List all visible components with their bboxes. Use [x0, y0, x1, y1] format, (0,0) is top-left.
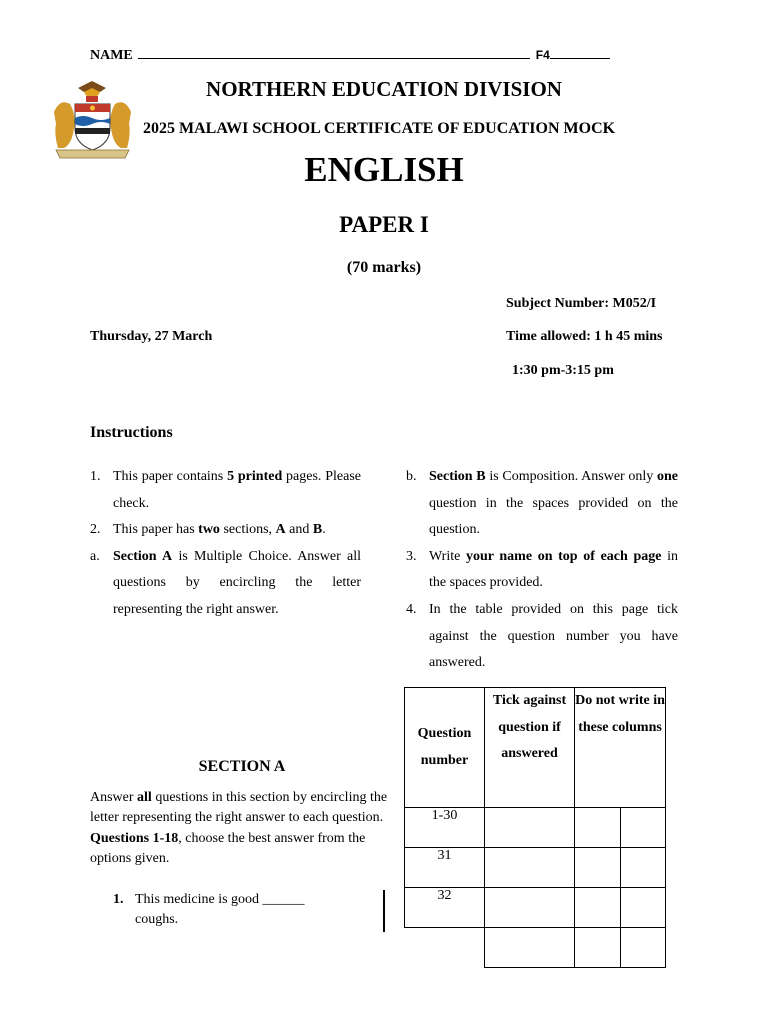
exam-title: 2025 MALAWI SCHOOL CERTIFICATE OF EDUCATION MOCK: [143, 120, 616, 137]
instruction-text: Write: [429, 548, 466, 564]
exam-date: Thursday, 27 March: [90, 329, 213, 344]
instruction-number: b.: [406, 469, 417, 484]
section-a-heading: SECTION A: [198, 758, 286, 775]
tick-cell[interactable]: [485, 808, 575, 848]
instruction-text: is Composition. Answer only: [485, 469, 657, 484]
instruction-text: sections,: [219, 522, 276, 538]
question-number-cell: 1-30: [405, 808, 485, 848]
instruction-text: in the spaces provided.: [429, 548, 678, 591]
section-a-intro-emphasis: all: [137, 790, 152, 805]
division-title: NORTHERN EDUCATION DIVISION: [206, 77, 562, 101]
section-a-intro: [90, 788, 390, 829]
name-label: NAME: [90, 48, 133, 63]
instruction-text: This paper has: [113, 522, 199, 538]
subject-title: ENGLISH: [304, 150, 464, 189]
question-text: This medicine is good ______: [135, 892, 305, 907]
form-label: F4: [535, 48, 550, 62]
instruction-emphasis: Section B: [429, 469, 486, 484]
instruction-number: 1.: [90, 469, 101, 484]
total-marks: (70 marks): [346, 259, 422, 276]
instruction-text: and: [285, 522, 313, 538]
table-row: [405, 888, 666, 928]
question-text-continued: coughs.: [135, 912, 179, 928]
column-divider: [383, 890, 385, 932]
subject-number: Subject Number: M052/I: [506, 296, 657, 311]
instruction-item: [406, 544, 678, 597]
question-number-cell: 31: [405, 848, 485, 888]
instruction-text: question in the spaces provided on the question.: [429, 495, 678, 538]
instructions-heading: Instructions: [90, 424, 173, 441]
question-number-cell: 32: [405, 888, 485, 928]
paper-title: PAPER I: [339, 212, 429, 237]
examiner-cell: [575, 888, 621, 928]
examiner-cell: [575, 848, 621, 888]
examiner-cell: [621, 928, 666, 968]
instruction-emphasis: Section A: [113, 548, 173, 564]
instruction-item: [90, 544, 361, 624]
table-row: [405, 808, 666, 848]
examiner-cell: [621, 888, 666, 928]
instruction-text: .: [322, 522, 326, 538]
examiner-cell: [621, 808, 666, 848]
table-row: [405, 848, 666, 888]
instruction-text: This paper contains: [113, 469, 228, 484]
tick-cell[interactable]: [485, 848, 575, 888]
table-row: [405, 928, 666, 968]
instruction-emphasis: two: [198, 522, 220, 538]
tick-cell[interactable]: [485, 888, 575, 928]
examiner-cell: [575, 928, 621, 968]
section-a-intro-text: Answer: [90, 790, 138, 805]
header-tick: Tick against question if answered: [485, 688, 575, 808]
name-line: [90, 46, 610, 64]
instructions-right-column: [406, 464, 678, 677]
empty-cell: [405, 928, 485, 968]
form-blank-field[interactable]: [550, 46, 610, 59]
instruction-item: [406, 464, 678, 544]
question-1: [113, 890, 343, 931]
instruction-item: [90, 464, 361, 517]
time-range: 1:30 pm-3:15 pm: [512, 363, 614, 378]
instructions-left-column: [90, 464, 361, 624]
instruction-emphasis: A: [275, 522, 286, 538]
instruction-item: [90, 517, 361, 544]
section-a-range-emphasis: Questions 1-18: [90, 830, 179, 846]
instruction-emphasis: B: [312, 522, 323, 538]
examiner-cell: [621, 848, 666, 888]
tick-cell[interactable]: [485, 928, 575, 968]
instruction-text: is Multiple Choice. Answer all questions by encircling the letter representing the right answer.: [113, 548, 362, 617]
header-do-not-write: Do not write in these columns: [575, 688, 666, 808]
instruction-number: a.: [90, 548, 100, 564]
instruction-number: 4.: [406, 601, 417, 617]
section-a-intro-text: questions in this section by encircling the letter representing the right answer to each question.: [90, 790, 388, 826]
examiner-cell: [575, 808, 621, 848]
instruction-text: pages. Please check.: [113, 469, 361, 511]
instruction-item: [406, 597, 678, 677]
section-a-question-range: [90, 829, 390, 870]
instruction-emphasis: 5 printed: [227, 469, 283, 484]
answered-questions-table: [404, 687, 666, 968]
name-blank-field[interactable]: [138, 46, 530, 59]
time-allowed: Time allowed: 1 h 45 mins: [506, 329, 663, 344]
header-question-number: Question number: [405, 688, 485, 808]
instruction-text: In the table provided on this page tick against the question number you have answered.: [429, 601, 678, 671]
instruction-number: 2.: [90, 522, 101, 538]
instruction-emphasis: one: [657, 469, 678, 484]
question-number: 1.: [113, 892, 124, 907]
instruction-number: 3.: [406, 548, 417, 564]
section-a-instructions: [90, 788, 390, 870]
section-a-range-text: , choose the best answer from the options given.: [90, 830, 366, 867]
instruction-emphasis: your name on top of each page: [465, 548, 662, 564]
